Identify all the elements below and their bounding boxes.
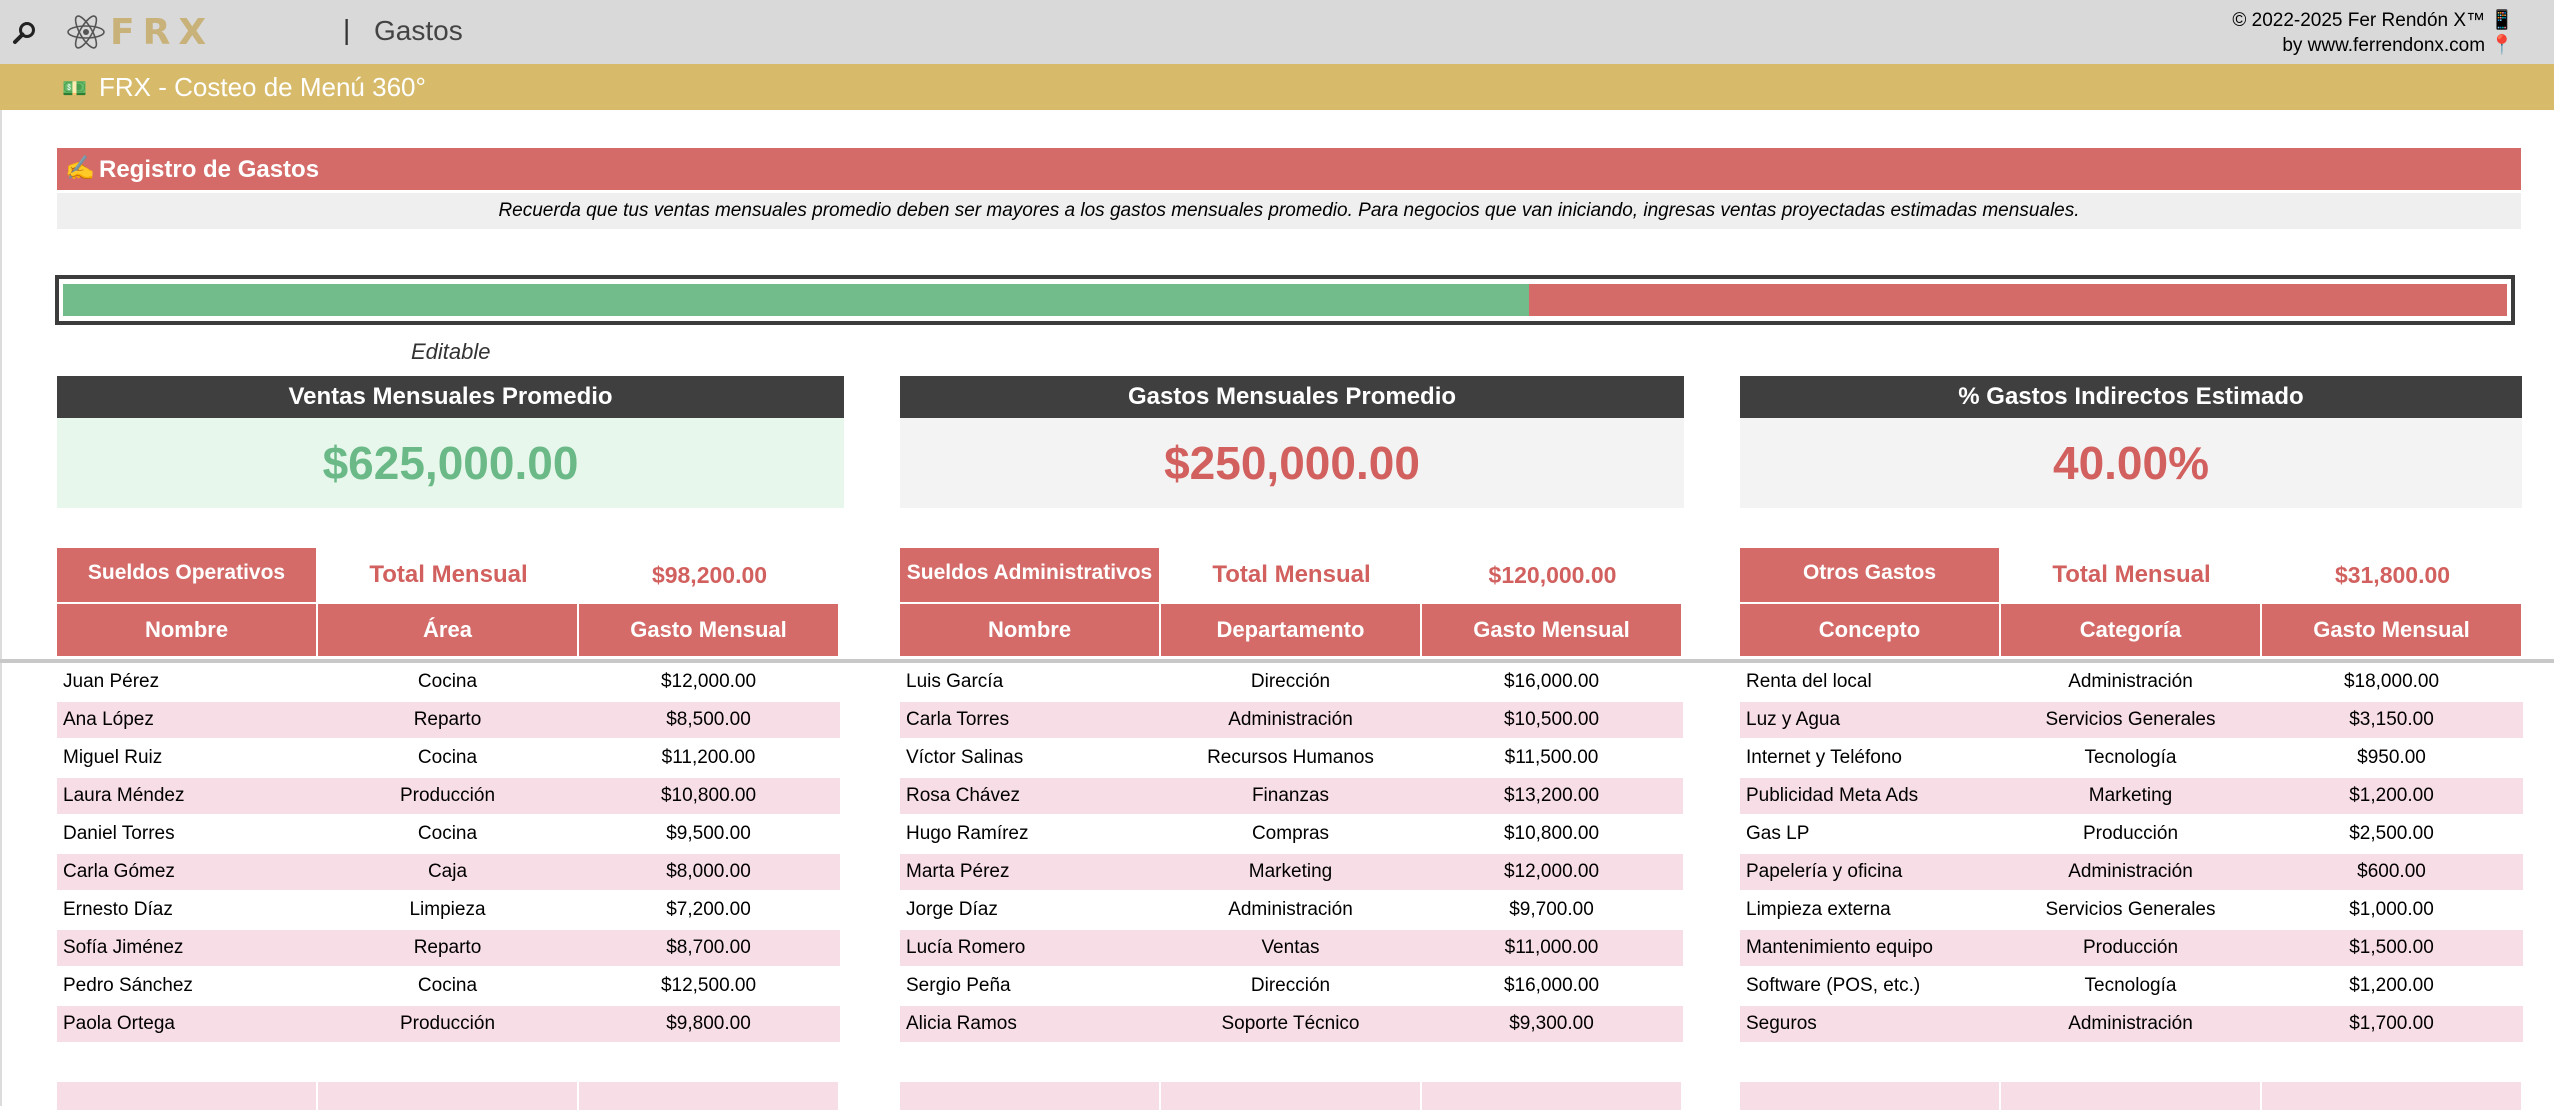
money-icon: 💵 bbox=[62, 78, 87, 100]
table-cell[interactable]: $12,500.00 bbox=[660, 975, 757, 996]
table-sueldos-operativos bbox=[57, 548, 840, 1110]
table-cell[interactable]: Servicios Generales bbox=[2045, 899, 2216, 920]
table-header bbox=[900, 604, 1683, 656]
table-cell[interactable]: $1,000.00 bbox=[2349, 899, 2434, 920]
table-cell[interactable]: Luis García bbox=[906, 671, 1004, 692]
table-cell[interactable]: Marta Pérez bbox=[900, 854, 1159, 890]
table-row bbox=[57, 930, 840, 966]
total-value: $31,800.00 bbox=[2334, 562, 2451, 588]
table-cell[interactable]: Internet y Teléfono bbox=[1746, 747, 1902, 768]
table-row bbox=[900, 968, 1683, 1004]
column-header[interactable]: Gasto Mensual bbox=[579, 604, 838, 656]
table-cell[interactable]: $18,000.00 bbox=[2343, 671, 2440, 692]
kpi-label: Ventas Mensuales Promedio bbox=[57, 376, 844, 418]
table-cell[interactable]: Recursos Humanos bbox=[1207, 747, 1374, 768]
table-cell[interactable]: Alicia Ramos bbox=[900, 1006, 1159, 1042]
table-cell[interactable]: Sofía Jiménez bbox=[57, 930, 316, 966]
table-cell[interactable]: Tecnología bbox=[2084, 975, 2177, 996]
table-row bbox=[57, 892, 840, 928]
table-cell[interactable]: Paola Ortega bbox=[57, 1006, 316, 1042]
table-title-row bbox=[57, 548, 840, 602]
table-cell[interactable]: $10,500.00 bbox=[1422, 702, 1681, 738]
table-cell[interactable]: $600.00 bbox=[2262, 854, 2521, 890]
kpi-gastos bbox=[900, 376, 1684, 508]
website-link[interactable]: by www.ferrendonx.com 📍 bbox=[2282, 35, 2514, 56]
table-cell[interactable]: Pedro Sánchez bbox=[63, 975, 193, 996]
table-otros-gastos bbox=[1740, 548, 2523, 1110]
sales-vs-expenses-bar bbox=[55, 275, 2515, 325]
table-cell[interactable]: Daniel Torres bbox=[63, 823, 175, 844]
table-cell[interactable]: Cocina bbox=[417, 747, 478, 768]
table-row bbox=[900, 702, 1683, 738]
table-cell[interactable]: Marketing bbox=[1161, 854, 1420, 890]
table-row bbox=[1740, 816, 2523, 852]
table-cell[interactable]: Jorge Díaz bbox=[906, 899, 998, 920]
table-cell[interactable]: $11,200.00 bbox=[661, 747, 756, 768]
table-row bbox=[57, 702, 840, 738]
table-cell[interactable]: $1,200.00 bbox=[2262, 778, 2521, 814]
table-cell[interactable]: Caja bbox=[318, 854, 577, 890]
total-label: Total Mensual bbox=[369, 561, 528, 588]
kpi-value: 40.00% bbox=[1740, 418, 2522, 508]
copyright-line: © 2022-2025 Fer Rendón X™ 📱 bbox=[2232, 10, 2514, 31]
total-label: Total Mensual bbox=[1212, 561, 1371, 588]
table-cell[interactable]: $8,500.00 bbox=[579, 702, 838, 738]
table-cell[interactable]: Reparto bbox=[318, 702, 577, 738]
table-cell[interactable]: $12,000.00 bbox=[660, 671, 757, 692]
table-cell[interactable]: $12,000.00 bbox=[1422, 854, 1681, 890]
table-row bbox=[1740, 968, 2523, 1004]
table-row bbox=[1740, 1006, 2523, 1042]
table-row bbox=[900, 778, 1683, 814]
table-cell[interactable]: Papelería y oficina bbox=[1740, 854, 1999, 890]
table-cell[interactable]: Administración bbox=[2001, 1006, 2260, 1042]
table-cell[interactable]: Víctor Salinas bbox=[906, 747, 1024, 768]
table-cell[interactable]: Luz y Agua bbox=[1740, 702, 1999, 738]
table-cell[interactable]: $3,150.00 bbox=[2262, 702, 2521, 738]
table-cell[interactable]: $16,000.00 bbox=[1503, 975, 1600, 996]
table-cell[interactable]: Carla Torres bbox=[900, 702, 1159, 738]
table-cell[interactable]: $9,700.00 bbox=[1509, 899, 1594, 920]
table-cell[interactable]: $7,200.00 bbox=[666, 899, 751, 920]
table-cell[interactable]: $2,500.00 bbox=[2349, 823, 2434, 844]
table-cell[interactable]: $8,700.00 bbox=[579, 930, 838, 966]
table-cell[interactable]: Laura Méndez bbox=[57, 778, 316, 814]
table-cell[interactable]: Limpieza bbox=[409, 899, 486, 920]
table-row bbox=[57, 816, 840, 852]
table-row bbox=[900, 1006, 1683, 1042]
table-cell[interactable]: Administración bbox=[1228, 899, 1353, 920]
column-header[interactable]: Gasto Mensual bbox=[2262, 604, 2521, 656]
table-cell[interactable]: $1,700.00 bbox=[2262, 1006, 2521, 1042]
table-cell[interactable]: Administración bbox=[2001, 854, 2260, 890]
app-title: FRX - Costeo de Menú 360° bbox=[99, 72, 426, 102]
app-bar bbox=[0, 64, 2554, 110]
notice-text: Recuerda que tus ventas mensuales promedio deben ser mayores a los gastos mensuales promedio. Para negocios que van iniciando, ingresas ventas proyectadas estimadas mensuales. bbox=[57, 193, 2521, 229]
table-row bbox=[900, 854, 1683, 890]
writing-hand-icon: ✍️ bbox=[65, 155, 95, 182]
kpi-ventas bbox=[57, 376, 844, 508]
table-cell[interactable]: $9,500.00 bbox=[666, 823, 751, 844]
table-cell[interactable]: Administración bbox=[2068, 671, 2193, 692]
table-badge: Sueldos Operativos bbox=[57, 548, 316, 602]
table-cell[interactable]: $10,800.00 bbox=[1503, 823, 1600, 844]
table-cell[interactable]: Software (POS, etc.) bbox=[1746, 975, 1921, 996]
table-cell[interactable]: Limpieza externa bbox=[1746, 899, 1891, 920]
table-body bbox=[57, 664, 840, 1042]
table-cell[interactable]: $11,500.00 bbox=[1504, 747, 1599, 768]
table-cell[interactable]: Renta del local bbox=[1746, 671, 1872, 692]
table-cell[interactable]: $16,000.00 bbox=[1503, 671, 1600, 692]
table-row bbox=[57, 854, 840, 890]
table-badge: Otros Gastos bbox=[1740, 548, 1999, 602]
column-header[interactable]: Concepto bbox=[1740, 604, 1999, 656]
table-cell[interactable]: Dirección bbox=[1250, 975, 1331, 996]
table-cell[interactable]: Hugo Ramírez bbox=[906, 823, 1029, 844]
total-label: Total Mensual bbox=[2052, 561, 2211, 588]
copyright bbox=[2232, 8, 2514, 58]
table-title-row bbox=[900, 548, 1683, 602]
table-header bbox=[1740, 604, 2523, 656]
table-cell[interactable]: Rosa Chávez bbox=[900, 778, 1159, 814]
column-header[interactable]: Nombre bbox=[57, 604, 316, 656]
table-cell[interactable]: Dirección bbox=[1250, 671, 1331, 692]
search-icon[interactable] bbox=[12, 20, 38, 46]
ventas-input[interactable]: $625,000.00 bbox=[57, 418, 844, 508]
table-cell[interactable]: Producción bbox=[318, 1006, 577, 1042]
title-separator: | bbox=[343, 14, 351, 45]
table-cell[interactable]: $1,500.00 bbox=[2262, 930, 2521, 966]
progress-track bbox=[63, 284, 2507, 316]
progress-fill bbox=[63, 284, 1529, 316]
table-row bbox=[900, 740, 1683, 776]
top-bar bbox=[0, 0, 2554, 64]
table-cell[interactable]: Juan Pérez bbox=[63, 671, 160, 692]
table-cell[interactable]: Soporte Técnico bbox=[1161, 1006, 1420, 1042]
table-row bbox=[57, 664, 840, 700]
table-row bbox=[57, 778, 840, 814]
table-cell[interactable]: $11,000.00 bbox=[1422, 930, 1681, 966]
table-cell[interactable]: Producción bbox=[2001, 930, 2260, 966]
section-header bbox=[57, 148, 2521, 190]
table-badge: Sueldos Administrativos bbox=[900, 548, 1159, 602]
table-header bbox=[57, 604, 840, 656]
frozen-pane-divider[interactable] bbox=[0, 659, 2554, 663]
table-cell[interactable]: Ana López bbox=[57, 702, 316, 738]
table-cell[interactable]: Cocina bbox=[417, 975, 478, 996]
column-header[interactable]: Departamento bbox=[1161, 604, 1420, 656]
table-cell[interactable]: Cocina bbox=[417, 671, 478, 692]
table-row bbox=[57, 740, 840, 776]
section-title: Registro de Gastos bbox=[99, 156, 320, 183]
table-cell[interactable]: Cocina bbox=[417, 823, 478, 844]
sheet-left-border bbox=[0, 110, 2, 1106]
total-value: $120,000.00 bbox=[1488, 562, 1617, 588]
table-cell[interactable]: Carla Gómez bbox=[57, 854, 316, 890]
table-cell[interactable]: $9,800.00 bbox=[579, 1006, 838, 1042]
table-cell[interactable]: Administración bbox=[1161, 702, 1420, 738]
table-cell[interactable]: $1,200.00 bbox=[2349, 975, 2434, 996]
table-cell[interactable]: Reparto bbox=[318, 930, 577, 966]
editable-label: Editable bbox=[411, 339, 491, 364]
table-cell[interactable]: $10,800.00 bbox=[579, 778, 838, 814]
table-row bbox=[57, 1006, 840, 1042]
column-header[interactable]: Área bbox=[318, 604, 577, 656]
table-cell[interactable]: Ventas bbox=[1161, 930, 1420, 966]
table-cell[interactable]: $8,000.00 bbox=[579, 854, 838, 890]
table-cell[interactable]: Tecnología bbox=[2084, 747, 2177, 768]
kpi-value: $250,000.00 bbox=[900, 418, 1684, 508]
logo-text: FRX bbox=[110, 12, 215, 53]
table-row bbox=[1740, 892, 2523, 928]
table-row bbox=[1740, 702, 2523, 738]
table-row bbox=[1740, 740, 2523, 776]
table-cell[interactable]: Servicios Generales bbox=[2001, 702, 2260, 738]
table-cell[interactable]: Finanzas bbox=[1161, 778, 1420, 814]
table-cell[interactable]: $9,300.00 bbox=[1422, 1006, 1681, 1042]
table-row bbox=[1740, 930, 2523, 966]
table-row bbox=[900, 816, 1683, 852]
table-cell[interactable]: Producción bbox=[2082, 823, 2179, 844]
table-cell[interactable]: Lucía Romero bbox=[900, 930, 1159, 966]
table-cell[interactable]: Compras bbox=[1251, 823, 1330, 844]
table-body bbox=[900, 664, 1683, 1042]
table-cell[interactable]: Seguros bbox=[1740, 1006, 1999, 1042]
table-cell[interactable]: Ernesto Díaz bbox=[63, 899, 173, 920]
kpi-label: Gastos Mensuales Promedio bbox=[900, 376, 1684, 418]
table-row bbox=[57, 968, 840, 1004]
table-row bbox=[1740, 664, 2523, 700]
table-row bbox=[900, 664, 1683, 700]
column-header[interactable]: Categoría bbox=[2001, 604, 2260, 656]
table-row bbox=[900, 892, 1683, 928]
table-body bbox=[1740, 664, 2523, 1042]
table-cell[interactable]: $950.00 bbox=[2357, 747, 2426, 768]
table-cell[interactable]: Sergio Peña bbox=[906, 975, 1011, 996]
table-row bbox=[900, 930, 1683, 966]
table-cell[interactable]: Miguel Ruiz bbox=[63, 747, 163, 768]
table-cell[interactable]: Producción bbox=[318, 778, 577, 814]
table-cell[interactable]: Gas LP bbox=[1746, 823, 1810, 844]
column-header[interactable]: Nombre bbox=[900, 604, 1159, 656]
kpi-label: % Gastos Indirectos Estimado bbox=[1740, 376, 2522, 418]
column-header[interactable]: Gasto Mensual bbox=[1422, 604, 1681, 656]
table-row bbox=[1740, 854, 2523, 890]
table-row bbox=[1740, 778, 2523, 814]
table-cell[interactable]: $13,200.00 bbox=[1422, 778, 1681, 814]
table-cell[interactable]: Publicidad Meta Ads bbox=[1740, 778, 1999, 814]
kpi-indirectos bbox=[1740, 376, 2522, 508]
page-title: Gastos bbox=[374, 15, 463, 46]
table-title-row bbox=[1740, 548, 2523, 602]
table-cell[interactable]: Marketing bbox=[2001, 778, 2260, 814]
table-sueldos-administrativos bbox=[900, 548, 1683, 1110]
table-cell[interactable]: Mantenimiento equipo bbox=[1740, 930, 1999, 966]
total-value: $98,200.00 bbox=[651, 562, 768, 588]
